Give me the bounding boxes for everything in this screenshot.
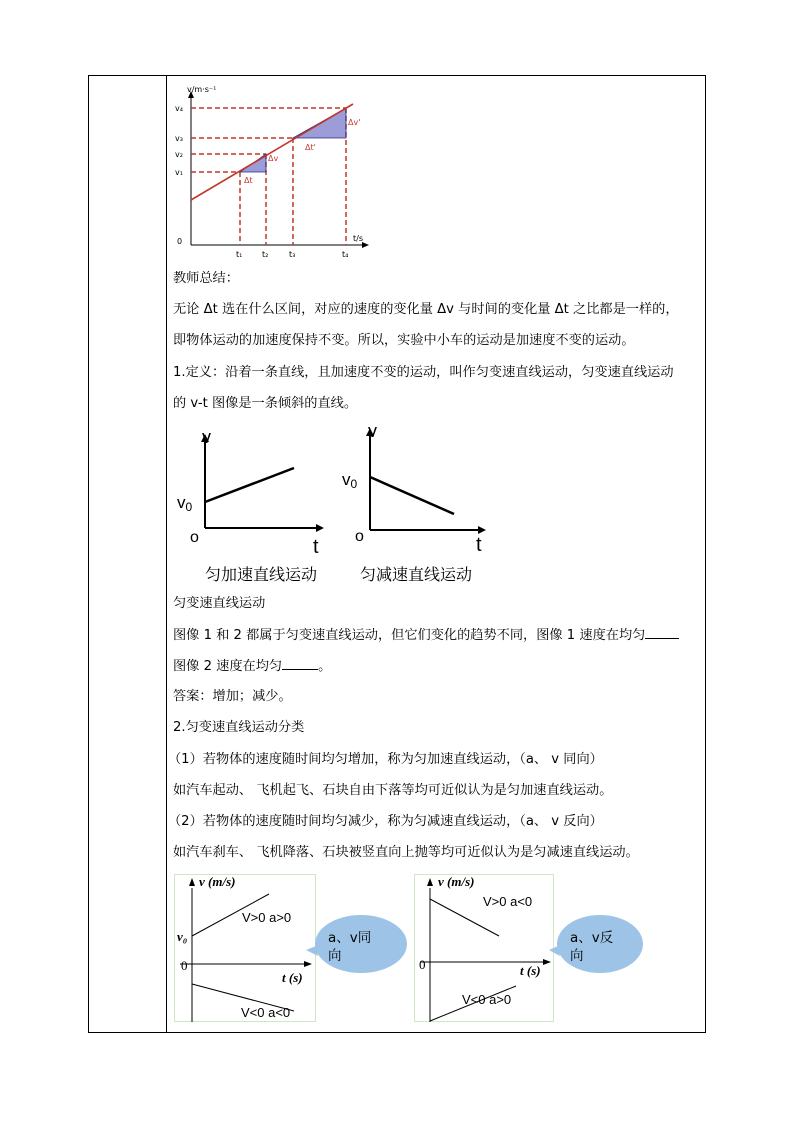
caption-accelerating: 匀加速直线运动 — [205, 565, 318, 584]
velocity-line — [191, 104, 353, 200]
y-tick-v4: v₄ — [175, 104, 183, 113]
left-origin-label: o — [190, 529, 199, 546]
classification-1: （1）若物体的速度随时间均匀增加，称为匀加速直线运动，（a、 v 同向） — [168, 752, 603, 767]
question-line-1 — [173, 626, 679, 645]
left-time-label: t (s) — [282, 970, 303, 985]
left-t-label: t — [313, 536, 319, 558]
right-time-label: t (s) — [520, 963, 541, 978]
same-direction-line-2: 向 — [328, 948, 342, 964]
opposite-direction-graph — [414, 874, 554, 1022]
section-subtitle: 匀变速直线运动 — [173, 596, 266, 611]
definition-line-1: 1.定义：沿着一条直线，且加速度不变的运动，叫作匀变速直线运动，匀变速直线运动 — [173, 365, 674, 380]
opposite-direction-bubble — [548, 912, 650, 977]
left-v0-subscript: 0 — [185, 500, 193, 514]
right-v0-label — [342, 470, 358, 491]
classification-heading: 2.匀变速直线运动分类 — [173, 720, 305, 735]
x-tick-t2: t₂ — [262, 250, 269, 259]
question-line-2 — [173, 657, 331, 676]
classification-1-examples: 如汽车起动、 飞机起飞、石块自由下落等均可近似认为是匀加速直线运动。 — [173, 783, 613, 798]
table-column-divider — [166, 75, 167, 1033]
left-axis-label: v (m/s) — [199, 874, 236, 889]
uniform-acceleration-sketches — [172, 420, 512, 590]
left-origin: 0 — [181, 958, 188, 973]
teacher-summary-heading: 教师总结： — [173, 271, 239, 286]
left-bottom-condition: V<0 a<0 — [241, 1005, 291, 1020]
same-direction-line-1: a、v同 — [328, 930, 372, 946]
y-tick-v2: v₂ — [175, 150, 183, 159]
answer-line: 答案：增加；减少。 — [173, 689, 292, 704]
x-tick-t4: t₄ — [342, 250, 349, 259]
delta-t-prime-label: Δt' — [305, 143, 316, 152]
left-v0: v₀ — [177, 929, 188, 944]
right-v0-subscript: 0 — [350, 477, 358, 491]
origin-label: 0 — [177, 237, 183, 246]
answer-blank-2[interactable] — [282, 657, 318, 670]
accelerating-line — [205, 468, 294, 502]
right-axis-label: v (m/s) — [438, 874, 475, 889]
x-tick-t1: t₁ — [236, 250, 243, 259]
x-axis-label: t/s — [353, 234, 363, 243]
paragraph-1: 无论 Δt 选在什么区间，对应的速度的变化量 Δv 与时间的变化量 Δt 之比都是一样的， — [173, 302, 679, 317]
definition-line-2: 的 v-t 图像是一条倾斜的直线。 — [173, 396, 358, 411]
left-v-label: v — [202, 427, 211, 447]
right-v0-main: v — [342, 470, 351, 489]
left-v0-label — [177, 493, 193, 514]
delta-t-label: Δt — [244, 176, 253, 185]
vt-delta-graph — [170, 83, 380, 263]
same-direction-bubble — [304, 912, 414, 977]
caption-decelerating: 匀减速直线运动 — [360, 565, 473, 584]
question-line-2-text: 图像 2 速度在均匀 — [173, 659, 283, 674]
same-direction-graph — [174, 874, 316, 1022]
classification-2-examples: 如汽车刹车、 飞机降落、石块被竖直向上抛等均可近似认为是匀减速直线运动。 — [173, 845, 639, 860]
classification-2: （2）若物体的速度随时间均匀减少，称为匀减速直线运动，（a、 v 反向） — [168, 814, 603, 829]
paragraph-2: 即物体运动的加速度保持不变。所以，实验中小车的运动是加速度不变的运动。 — [173, 333, 635, 348]
delta-v-label: Δv — [268, 154, 279, 163]
question-line-1-text: 图像 1 和 2 都属于匀变速直线运动，但它们变化的趋势不同，图像 1 速度在均匀 — [173, 628, 646, 643]
answer-blank-1[interactable] — [645, 626, 679, 639]
opposite-direction-line-2: 向 — [570, 948, 584, 964]
x-tick-t3: t₃ — [289, 250, 296, 259]
right-origin: 0 — [419, 957, 426, 972]
right-bottom-condition: V<0 a>0 — [462, 992, 512, 1007]
right-top-condition: V>0 a<0 — [483, 894, 533, 909]
question-line-2-end: 。 — [318, 659, 332, 674]
left-top-condition: V>0 a>0 — [242, 910, 292, 925]
right-t-label: t — [476, 534, 482, 556]
right-v-label: v — [368, 421, 377, 441]
delta-v-prime-label: Δv' — [348, 118, 361, 127]
y-tick-v1: v₁ — [175, 168, 183, 177]
y-axis-label: v/m·s⁻¹ — [187, 85, 217, 94]
left-v0-main: v — [177, 493, 186, 512]
right-origin-label: o — [355, 528, 364, 545]
opposite-direction-line-1: a、v反 — [570, 930, 614, 946]
decelerating-line — [370, 477, 454, 514]
y-tick-v3: v₃ — [175, 134, 183, 143]
